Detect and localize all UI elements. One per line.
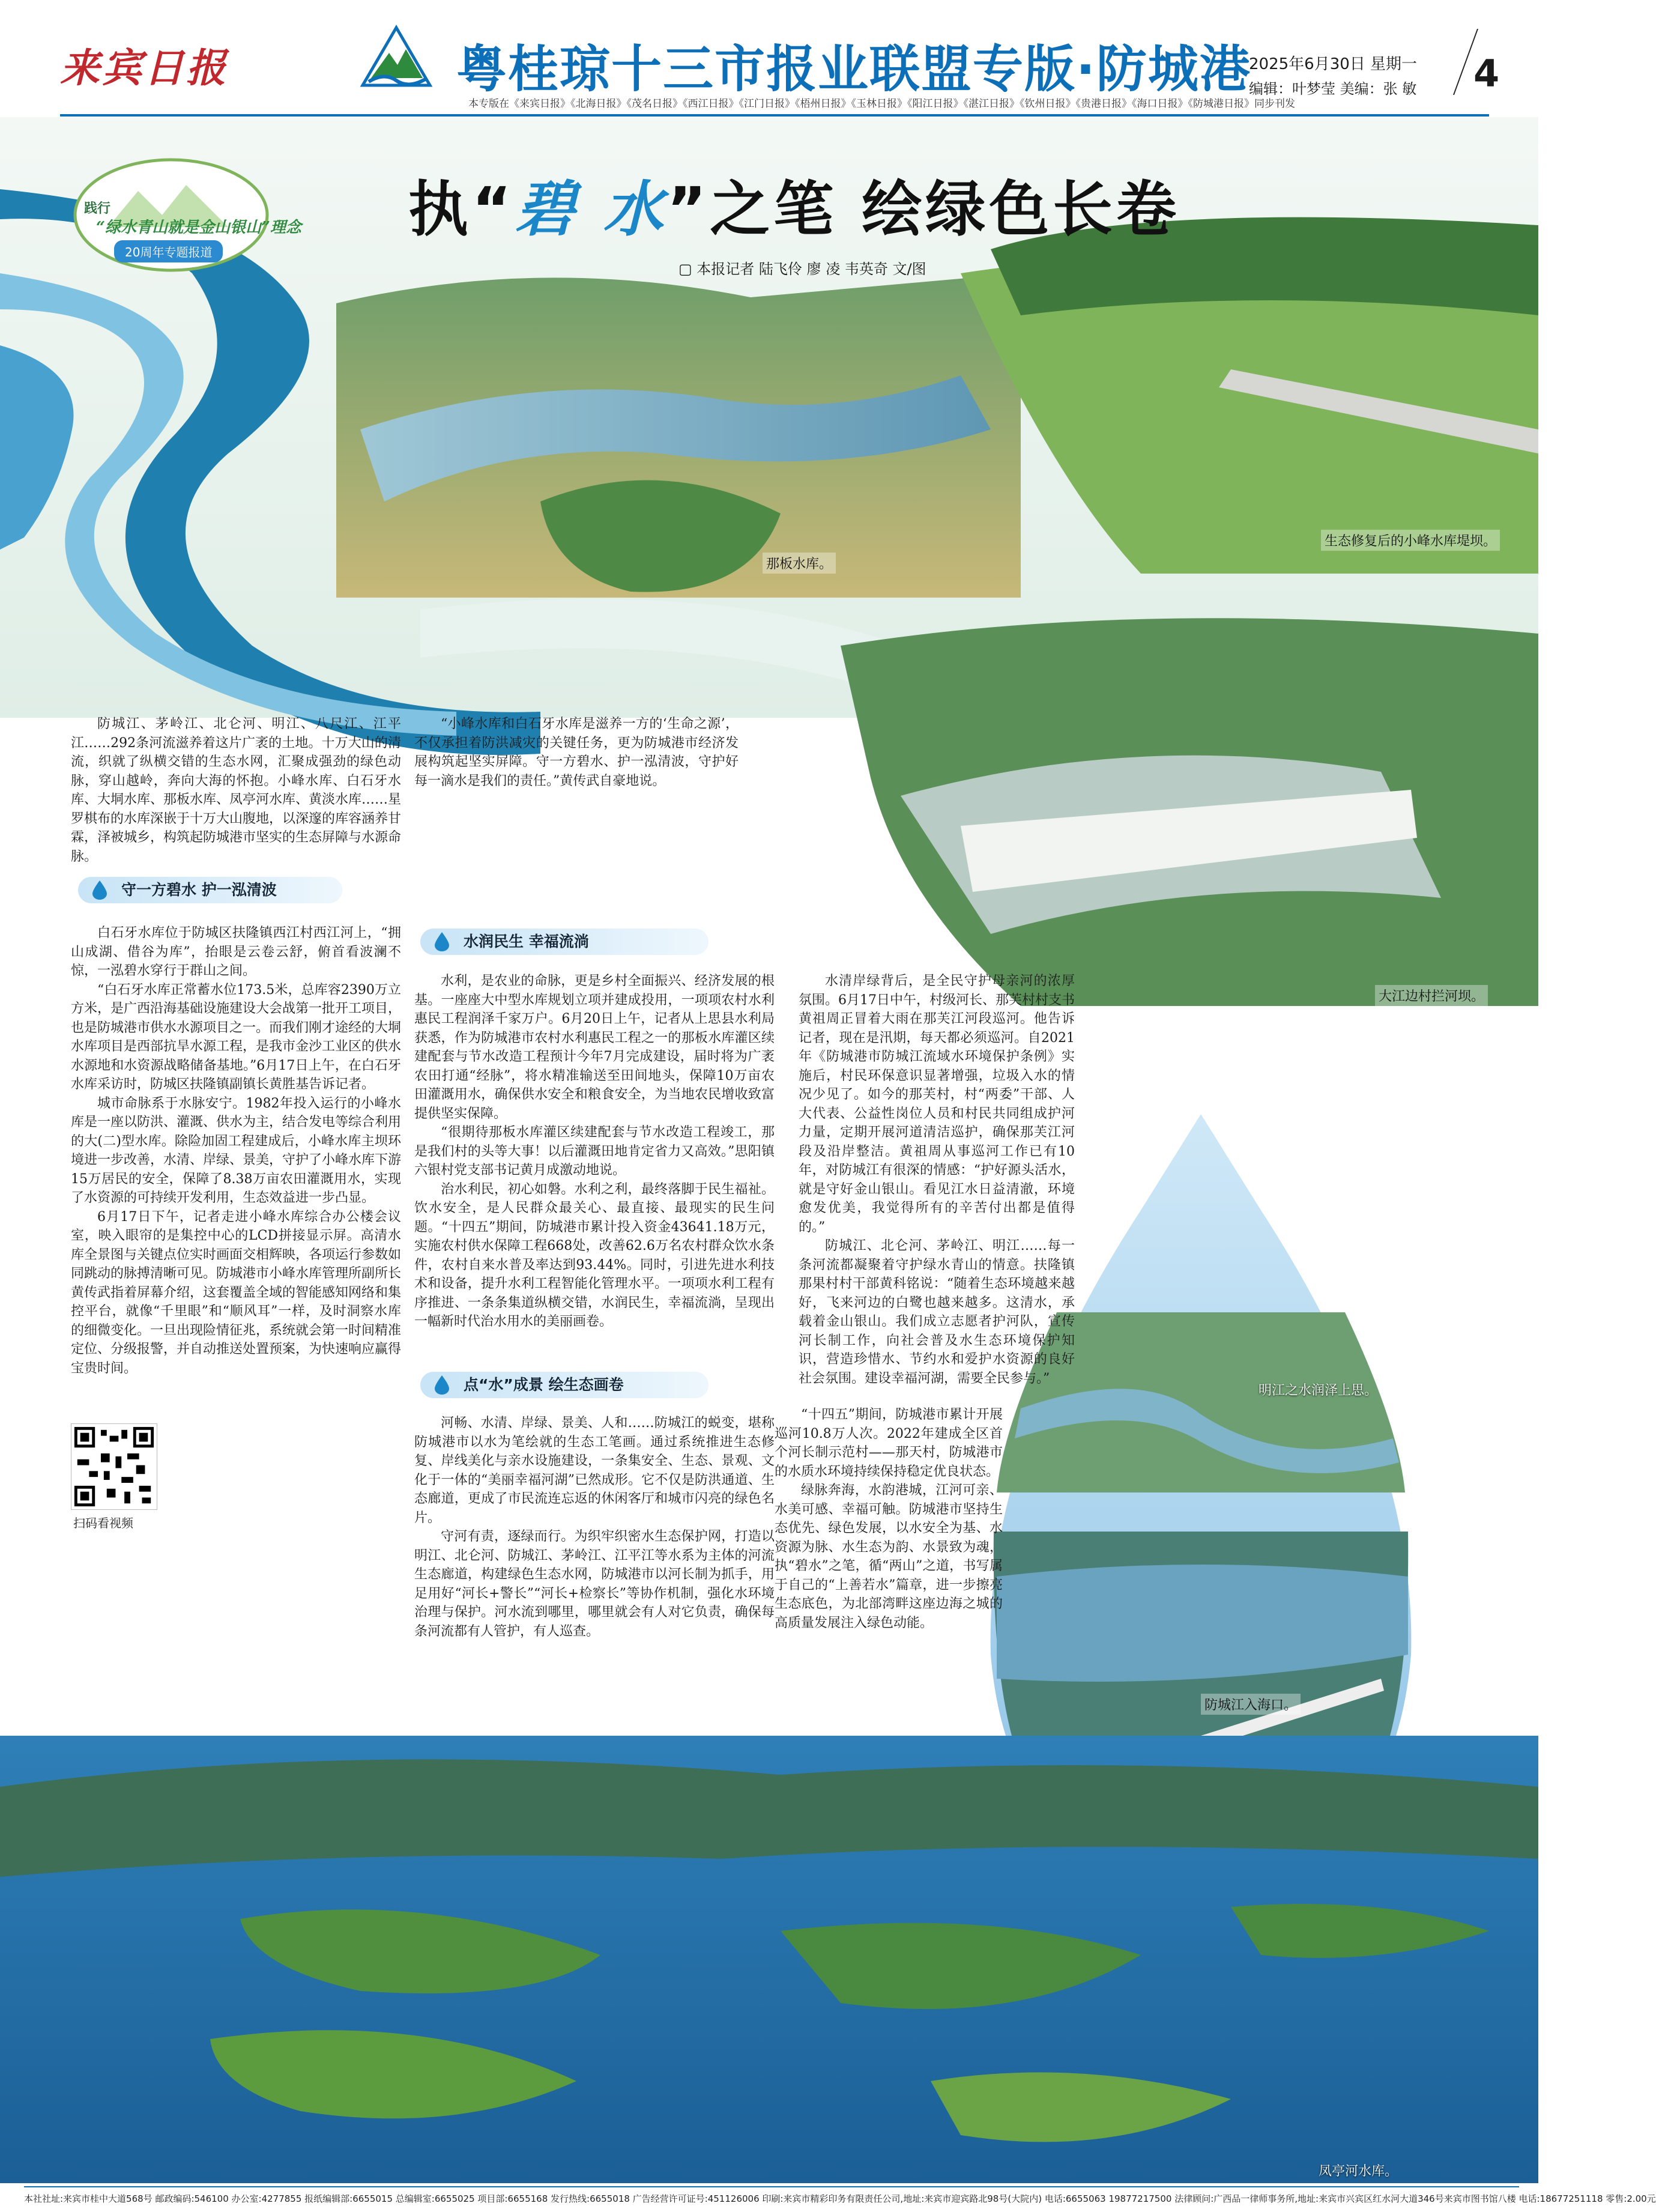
paragraph: 6月17日下午，记者走进小峰水库综合办公楼会议室，映入眼帘的是集控中心的LCD拼接显示屏。高清水库全景图与关键点位实时画面交相辉映，各项运行参数如同跳动的脉搏清晰可见。防城港市小峰水库管理所副所长黄传武指着屏幕介绍，这套覆盖全域的智能感知网络和集控平台，就像“千里眼”和“顺风耳”一样，及时洞察水库的细微变化。一旦出现险情征兆，系统就会第一时间精准定位、分级报警，并自动推送处置预案，为快速响应赢得宝贵时间。 (71, 1209, 402, 1376)
water-drop-icon (91, 880, 108, 900)
water-drop-icon (434, 1375, 450, 1395)
paragraph: 白石牙水库位于防城区扶隆镇西江村西江河上，“拥山成湖、借谷为库”，抬眼是云卷云舒，俯首看波澜不惊，一泓碧水穿行于群山之间。 (71, 926, 401, 978)
paragraph: 守河有责，逐绿而行。为织牢织密水生态保护网，打造以明江、北仑河、防城江、茅岭江、江平江等水系为主体的河流生态廊道，构建绿色生态水网，防城港市以河长制为抓手，用足用好“河长+警长”“河长+检察长”等协作机制，强化水环境治理与保护。河水流到哪里，哪里就会有人对它负责，确保每条河流都有人管护，有人巡查。 (414, 1529, 775, 1639)
qr-label: 扫码看视频 (73, 1516, 133, 1530)
estuary-water (997, 1565, 1408, 1682)
caption-fengting: 凤亭河水库。 (1319, 2164, 1398, 2179)
caption-dajiang: 大江边村拦河坝。 (1375, 985, 1488, 1006)
water-drop-icon (434, 932, 450, 951)
qr-code-icon[interactable] (71, 1423, 157, 1510)
alliance-note: 本专版在《来宾日报》《北海日报》《茂名日报》《西江日报》《江门日报》《梧州日报》《玉林日报》《阳江日报》《湛江日报》《钦州日报》《贵港日报》《海口日报》《防城港日报》同步刊发 (468, 98, 1295, 110)
section-heading-3: 点“水”成景 绘生态画卷 (420, 1372, 709, 1398)
section-3-body (414, 1414, 775, 1639)
byline: ▢ 本报记者 陆飞伶 廖 凌 韦英奇 文/图 (678, 261, 926, 277)
section-3-column-3 (775, 1405, 1003, 1631)
caption-estuary: 防城江入海口。 (1201, 1694, 1301, 1715)
section-1-continued (414, 715, 739, 790)
caption-xiaofeng: 生态修复后的小峰水库堤坝。 (1321, 530, 1500, 551)
paragraph: 绿脉奔海，水韵港城，江河可亲、水美可感、幸福可触。防城港市坚持生态优先、绿色发展，以水安全为基、水资源为脉、水生态为韵、水景致为魂，执“碧水”之笔，循“两山”之道，书写属于自己的“上善若水”篇章，进一步擦亮生态底色，为北部湾畔这座边海之城的高质量发展注入绿色动能。 (775, 1483, 1003, 1631)
section-3-column-2 (799, 972, 1075, 1404)
paragraph: “很期待那板水库灌区续建配套与节水改造工程竣工，那是我们村的头等大事！以后灌溉田地肯定省力又高效。”思阳镇六银村党支部书记黄月成激动地说。 (414, 1125, 775, 1178)
badge-series: 20周年专题报道 (114, 240, 223, 262)
badge-theme: “绿水青山就是金山银山”理念 (96, 219, 301, 237)
caption-nabang: 那板水库。 (763, 553, 836, 574)
paragraph: 水利，是农业的命脉，更是乡村全面振兴、经济发展的根基。一座座大中型水库规划立项并建成投用，一项项农村水利惠民工程润泽千家万户。6月20日上午，记者从上思县水利局获悉，作为防城港市农村水利惠民工程之一的那板水库灌区续建配套与节水改造工程预计今年7月完成建设，届时将为广袤农田打通“经脉”，将水精准输送至田间地头，保障10万亩农田灌溉用水，确保供水安全和粮食安全，为当地农民增收致富提供坚实保障。 (414, 974, 775, 1121)
paragraph: 河畅、水清、岸绿、景美、人和……防城江的蜕变，堪称防城港市以水为笔绘就的生态工笔画。通过系统推进生态修复、岸线美化与亲水设施建设，一条集安全、生态、景观、文化于一体的“美丽幸福河湖”已然成形。它不仅是防洪通道、生态廊道，更成了市民流连忘返的休闲客厅和城市闪亮的绿色名片。 (414, 1416, 775, 1526)
editor-credits: 编辑：叶梦莹 美编：张 敏 (1249, 80, 1417, 97)
section-2-body (414, 972, 775, 1356)
caption-mingjiang: 明江之水润泽上思。 (1259, 1383, 1378, 1398)
paragraph: 城市命脉系于水脉安宁。1982年投入运行的小峰水库是一座以防洪、灌溉、供水为主，结合发电等综合利用的大(二)型水库。除险加固工程建成后，小峰水库主坝环境进一步改善，水清、岸绿、景美，守护了小峰水库下游15万居民的安全，保障了8.38万亩农田灌溉用水，实现了水资源的可持续开发利用，生态效益进一步凸显。 (71, 1095, 402, 1205)
paragraph: “小峰水库和白石牙水库是滋养一方的‘生命之源’，不仅承担着防洪减灾的关键任务，更为防城港市经济发展构筑起坚实屏障。守一方碧水、护一泓清波，守护好每一滴水是我们的责任。”黄传武自豪地说。 (414, 717, 739, 789)
paragraph: 防城江、北仑河、茅岭江、明江……每一条河流都凝聚着守护绿水青山的情意。扶隆镇那果村村干部黄科铭说：“随着生态环境越来越好，飞来河边的白鹭也越来越多。这清水，承载着金山银山。我们成立志愿者护河队，宣传河长制工作，向社会普及水生态环境保护知识，营造珍惜水、节约水和爱护水资源的良好社会氛围。建设幸福河湖，需要全民参与。” (799, 1238, 1075, 1386)
newspaper-brand: 来宾日报 (60, 44, 228, 91)
section-heading-2: 水润民生 幸福流淌 (420, 929, 709, 955)
page-section-title: 粤桂琼十三市报业联盟专版·防城港 (456, 40, 1251, 98)
paragraph: 治水利民，初心如磐。水利之利，最终落脚于民生福祉。饮水安全，是人民群众最关心、最直接、最现实的民生问题。“十四五”期间，防城港市累计投入资金43641.18万元，实施农村供水保障工程668处，改善62.6万名农村群众饮水条件，农村自来水普及率达到93.44%。同时，引进先进水利技术和设备，提升水利工程智能化管理水平。一项项水利工程有序推进、一条条集道纵横交错，水润民生，幸福流淌，呈现出一幅新时代治水用水的美丽画卷。 (414, 1181, 775, 1329)
headline: 执“碧 水”之笔 绘绿色长卷 (408, 174, 1180, 244)
paragraph: “白石牙水库正常蓄水位173.5米，总库容2390万立方米，是广西沿海基础设施建设大会战第一批开工项目，也是防城港市供水水源项目之一。而我们刚才途经的大垌水库项目是西部抗旱水源工程，是我市金沙工业区的供水水源地和水资源战略储备基地。”6月17日上午，在白石牙水库采访时，防城区扶隆镇副镇长黄胜基告诉记者。 (71, 982, 402, 1092)
paragraph: 水清岸绿背后，是全民守护母亲河的浓厚氛围。6月17日中午，村级河长、那芙村村支书黄祖周正冒着大雨在那芙江河段巡河。他告诉记者，现在是汛期，每天都必须巡河。自2021年《防城港市防城江流域水环境保护条例》实施后，村民环保意识显著增强，垃圾入水的情况少见了。如今的那芙村，村“两委”干部、人大代表、公益性岗位人员和村民共同组成护河力量，定期开展河道清洁巡护，确保那芙江河段及沿岸整洁。黄祖周从事巡河工作已有10年，对防城江有很深的情感：“护好源头活水，就是守好金山银山。看见江水日益清澈，环境愈发优美，我觉得所有的辛苦付出都是值得的。” (799, 974, 1075, 1235)
badge-line1: 践行 (84, 201, 111, 216)
paragraph: “十四五”期间，防城港市累计开展巡河10.8万人次。2022年建成全区首个河长制示范村——那天村，防城港市的水质水环境持续保持稳定优良状态。 (775, 1407, 1003, 1479)
footer-publisher-info: 本社社址:来宾市桂中大道568号 邮政编码:546100 办公室:4277855 报纸编辑部:6655015 总编辑室:6655025 项目部:6655168 发行热线:6655018 广告经营许可证号:451126006 印刷:来宾市精彩印务有限责任公司,地址:来宾市迎宾路北98号(大院内) 电话:6655063 19877217500 法律顾问:广西品一律师事务所,地址:来宾市兴宾区红水河大道346号来宾市图书馆八楼 电话:18677251118 零售:2.00元 (24, 2186, 1519, 2205)
alliance-logo-icon (360, 25, 432, 88)
page-number: 4 (1473, 52, 1500, 95)
issue-date: 2025年6月30日 星期一 (1249, 55, 1418, 73)
masthead-rule (60, 114, 1489, 117)
intro-paragraph: 防城江、茅岭江、北仑河、明江、八尺江、江平江……292条河流滋养着这片广袤的土地。十万大山的清流，织就了纵横交错的生态水网，汇聚成强劲的绿色动脉，穿山越岭，奔向大海的怀抱。小峰水库、白石牙水库、大垌水库、那板水库、凤亭河水库、黄淡水库……星罗棋布的水库深嵌于十万大山腹地，以深邃的库容涵养甘霖，泽被城乡，构筑起防城港市坚实的生态屏障与水源命脉。 (71, 717, 402, 864)
section-1-body (71, 924, 402, 1376)
section-heading-1: 守一方碧水 护一泓清波 (78, 877, 342, 903)
